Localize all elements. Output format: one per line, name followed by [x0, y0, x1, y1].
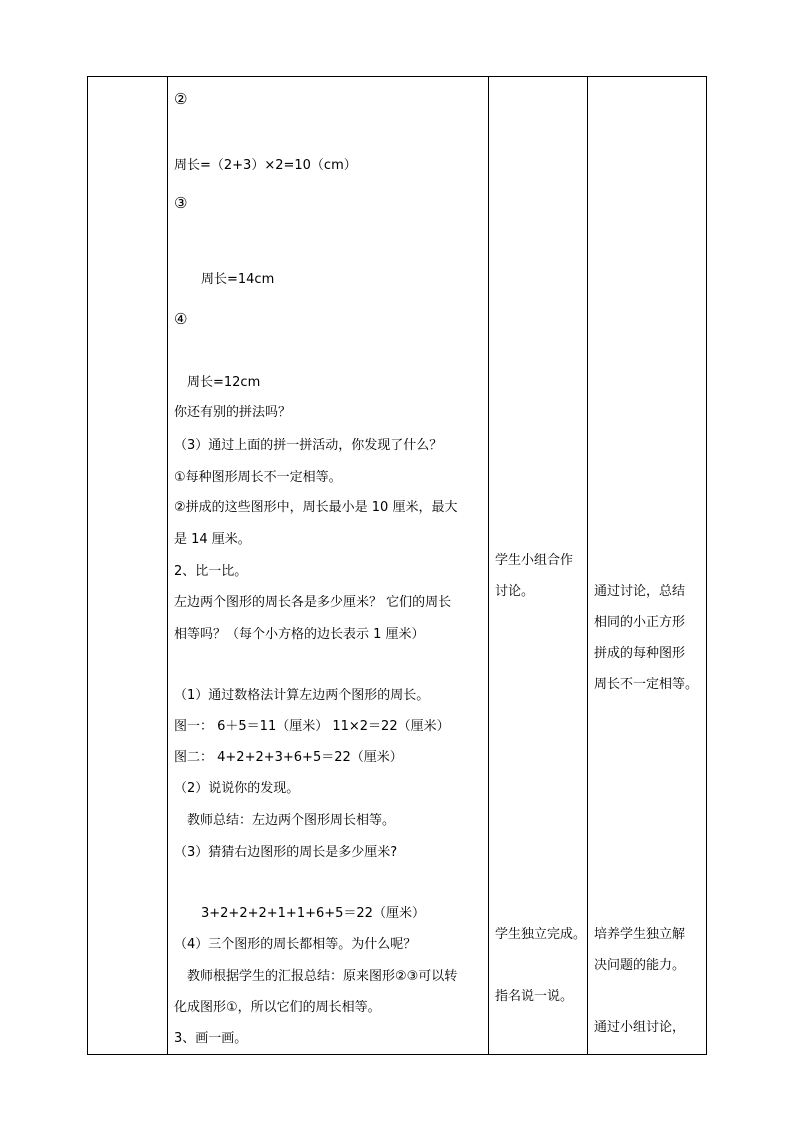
ability-line-1: 培养学生独立解	[594, 927, 686, 942]
section-3-heading: 3、画一画。	[174, 1031, 248, 1046]
marker-circle-4: ④	[174, 310, 188, 328]
column-divider-3	[587, 76, 588, 1055]
marker-circle-2: ②	[174, 90, 188, 108]
step-3: （3）猜猜右边图形的周长是多少厘米?	[174, 845, 398, 860]
report-summary-line-1: 教师根据学生的汇报总结：原来图形②③可以转	[187, 969, 458, 984]
ability-line-2: 决问题的能力。	[594, 958, 686, 973]
finding-2-line-1: ②拼成的这些图形中，周长最小是 10 厘米，最大	[174, 500, 458, 515]
compare-question-line-2: 相等吗？（每个小方格的边长表示 1 厘米）	[174, 627, 425, 642]
finding-2-line-2: 是 14 厘米。	[174, 532, 251, 547]
question-3: （3）通过上面的拼一拼活动，你发现了什么？	[174, 438, 443, 453]
perimeter-figure-4: 周长=12cm	[187, 375, 261, 390]
design-intent-line-3: 拼成的每种图形	[594, 646, 686, 661]
student-activity-group-line-1: 学生小组合作	[495, 553, 574, 568]
design-intent-line-2: 相同的小正方形	[594, 615, 686, 630]
group-discussion-text: 通过小组讨论，	[594, 1020, 686, 1035]
step-2: （2）说说你的发现。	[174, 781, 300, 796]
teacher-summary: 教师总结：左边两个图形周长相等。	[187, 813, 396, 828]
design-intent-line-4: 周长不一定相等。	[594, 677, 699, 692]
perimeter-figure-2: 周长=（2+3）×2=10（cm）	[174, 158, 357, 173]
report-summary-line-2: 化成图形①，所以它们的周长相等。	[174, 1000, 381, 1015]
other-method-question: 你还有别的拼法吗？	[174, 405, 292, 420]
figure-2-calculation: 图二： 4+2+2+3+6+5＝22（厘米）	[174, 750, 403, 765]
column-divider-1	[167, 76, 168, 1055]
design-intent-line-1: 通过讨论，总结	[594, 584, 686, 599]
figure-1-calculation: 图一： 6＋5＝11（厘米） 11×2＝22（厘米）	[174, 719, 450, 734]
section-2-heading: 2、比一比。	[174, 564, 248, 579]
figure-3-calculation: 3+2+2+2+1+1+6+5＝22（厘米）	[201, 906, 425, 921]
student-activity-named: 指名说一说。	[495, 989, 574, 1004]
student-activity-independent: 学生独立完成。	[495, 927, 587, 942]
compare-question-line-1: 左边两个图形的周长各是多少厘米？ 它们的周长	[174, 595, 452, 610]
step-1: （1）通过数格法计算左边两个图形的周长。	[174, 688, 430, 703]
finding-1: ①每种图形周长不一定相等。	[174, 470, 342, 485]
step-4: （4）三个图形的周长都相等。为什么呢？	[174, 937, 417, 952]
marker-circle-3: ③	[174, 194, 188, 212]
student-activity-group-line-2: 讨论。	[495, 584, 535, 599]
column-divider-2	[488, 76, 489, 1055]
perimeter-figure-3: 周长=14cm	[201, 272, 275, 287]
